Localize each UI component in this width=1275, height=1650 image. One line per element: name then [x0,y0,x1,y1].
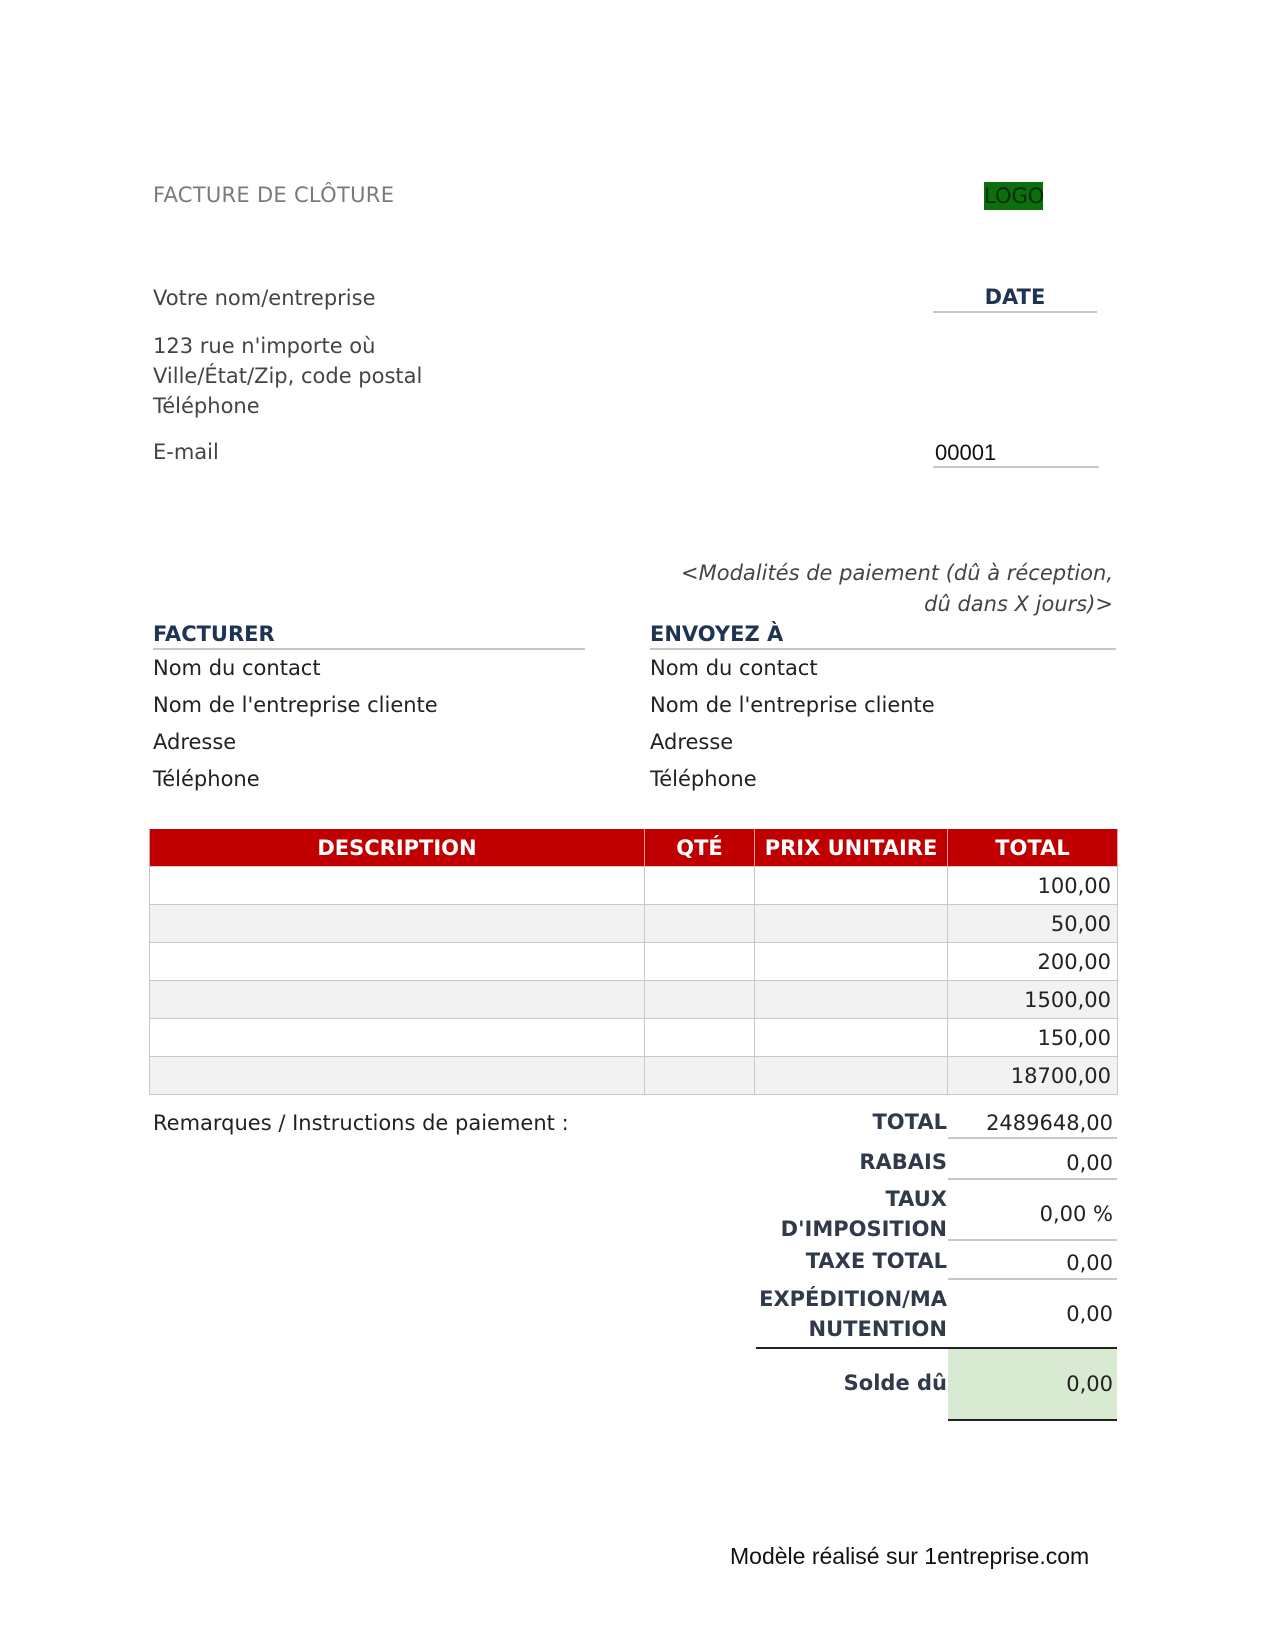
cell-total[interactable]: 150,00 [948,1019,1118,1057]
divider [948,1137,1117,1139]
cell-unit-price[interactable] [755,867,948,905]
cell-unit-price[interactable] [755,905,948,943]
sender-name: Votre nom/entreprise [153,286,376,310]
cell-unit-price[interactable] [755,1019,948,1057]
date-label: DATE [933,285,1097,313]
balance-due-label: Solde dû [843,1371,947,1395]
sender-city: Ville/État/Zip, code postal [153,364,423,388]
ship-to-address: Adresse [650,730,734,754]
tax-total-label: TAXE TOTAL [805,1249,947,1273]
table-row [150,867,1118,905]
cell-unit-price[interactable] [755,981,948,1019]
bill-to-company: Nom de l'entreprise cliente [153,693,438,717]
line-items-table [149,829,1118,1095]
total-value: 2489648,00 [986,1111,1113,1135]
bill-to-phone: Téléphone [153,767,260,791]
table-row [150,905,1118,943]
tax-rate-value: 0,00 % [1039,1202,1113,1226]
cell-qty[interactable] [645,943,755,981]
sender-email: E-mail [153,440,219,464]
cell-description[interactable] [150,981,645,1019]
ship-to-heading: ENVOYEZ À [650,622,1116,650]
cell-qty[interactable] [645,1019,755,1057]
column-header-description: DESCRIPTION [150,829,645,867]
footer-credit: Modèle réalisé sur 1entreprise.com [730,1543,1090,1569]
cell-description[interactable] [150,867,645,905]
cell-unit-price[interactable] [755,1057,948,1095]
balance-due-value: 0,00 [1066,1372,1113,1396]
payment-terms: <Modalités de paiement (dû à réception, dû dans X jours)> [681,561,1113,616]
bill-to-address: Adresse [153,730,237,754]
column-header-total: TOTAL [948,829,1118,867]
shipping-label [757,1284,947,1344]
cell-qty[interactable] [645,1057,755,1095]
cell-qty[interactable] [645,981,755,1019]
divider [948,1178,1117,1180]
cell-unit-price[interactable] [755,943,948,981]
cell-qty[interactable] [645,905,755,943]
bill-to-section [153,622,585,798]
table-row [150,943,1118,981]
bill-to-heading: FACTURER [153,622,585,650]
cell-description[interactable] [150,905,645,943]
logo-placeholder: LOGO [984,184,1045,208]
tax-rate-label-line2: D'IMPOSITION [780,1217,947,1241]
cell-description[interactable] [150,1019,645,1057]
cell-description[interactable] [150,943,645,981]
sender-address-block [153,331,422,421]
bill-to-contact: Nom du contact [153,656,321,680]
table-row [150,1019,1118,1057]
column-header-qty: QTÉ [645,829,755,867]
shipping-value: 0,00 [1066,1302,1113,1326]
cell-total[interactable]: 18700,00 [948,1057,1118,1095]
tax-rate-label [757,1184,947,1244]
cell-total[interactable]: 200,00 [948,943,1118,981]
remarks-label: Remarques / Instructions de paiement : [153,1111,569,1135]
divider [948,1278,1117,1280]
cell-qty[interactable] [645,867,755,905]
invoice-title: FACTURE DE CLÔTURE [153,183,395,207]
cell-total[interactable]: 50,00 [948,905,1118,943]
shipping-label-line1: EXPÉDITION/MA [759,1287,947,1311]
sender-phone: Téléphone [153,394,260,418]
table-header-row [150,829,1118,867]
discount-value: 0,00 [1066,1151,1113,1175]
divider [948,1239,1117,1241]
ship-to-contact: Nom du contact [650,656,818,680]
tax-total-value: 0,00 [1066,1251,1113,1275]
ship-to-company: Nom de l'entreprise cliente [650,693,935,717]
ship-to-section [650,622,1116,798]
table-row [150,981,1118,1019]
invoice-number: 00001 [933,440,1099,468]
tax-rate-label-line1: TAUX [885,1187,947,1211]
shipping-label-line2: NUTENTION [808,1317,947,1341]
cell-description[interactable] [150,1057,645,1095]
discount-label: RABAIS [859,1150,947,1174]
column-header-unit-price: PRIX UNITAIRE [755,829,948,867]
sender-address: 123 rue n'importe où [153,334,376,358]
cell-total[interactable]: 100,00 [948,867,1118,905]
table-row [150,1057,1118,1095]
total-label: TOTAL [872,1110,947,1134]
cell-total[interactable]: 1500,00 [948,981,1118,1019]
ship-to-phone: Téléphone [650,767,757,791]
